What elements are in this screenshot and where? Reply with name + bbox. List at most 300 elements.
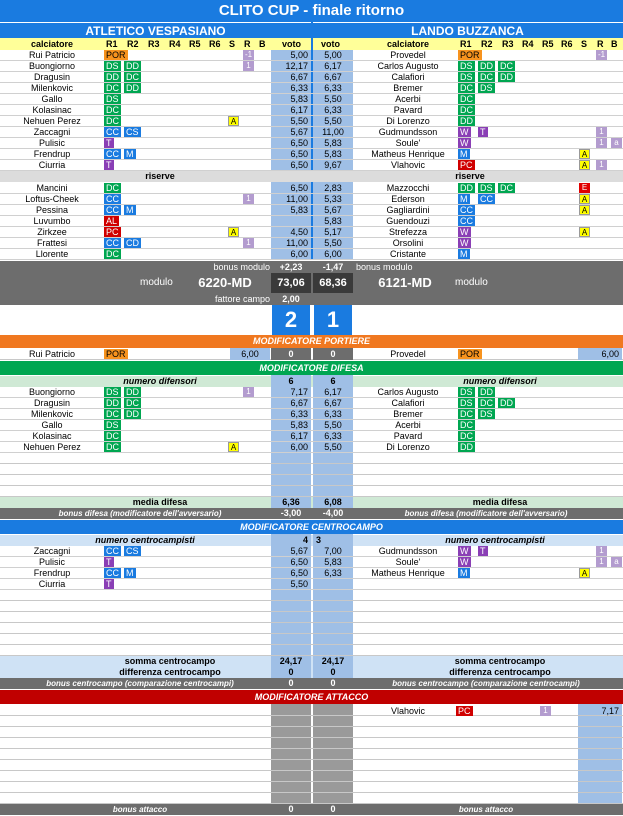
cc-num-label-right: numero centrocampisti [445,535,545,545]
player-vote: 5,50 [324,420,342,430]
bonus-badge: -1 [244,50,253,59]
status-badge: E [579,183,590,193]
cc-num-right: 3 [313,535,353,546]
role-tag: DD [126,409,139,419]
bonus-modulo-row [0,261,623,273]
bonus-badge: 1 [596,127,607,137]
player-vote: 9,67 [324,160,342,170]
role-tag: DC [460,431,473,441]
portiere-row [0,348,623,360]
player-vote: 5,33 [324,194,342,204]
player-name: Gallo [41,420,63,430]
difesa-num-label-left: numero difensori [123,376,197,386]
player-name: Guendouzi [386,216,430,226]
player-vote: 11,00 [286,238,308,248]
role-tag: T [106,160,112,170]
player-name: Carlos Augusto [377,61,439,71]
empty-row [0,727,623,738]
somma-cc-right: 24,17 [313,656,353,667]
bonus-badge: 1 [596,557,607,567]
player-name: Gudmundsson [378,127,438,137]
centrocampo-header: MODIFICATORE CENTROCAMPO [0,520,623,534]
role-tag: DS [460,61,473,71]
player-name: Ciurria [38,579,66,589]
player-name: Dragusin [33,72,71,82]
player-name: Dragusin [33,398,71,408]
role-tag: DC [480,72,493,82]
role-tag: CS [126,127,139,137]
player-row [0,227,623,238]
role-tag: DD [480,61,493,71]
player-row [0,105,623,116]
role-tag: DS [480,409,493,419]
modulo-row [0,273,623,293]
player-name: Matheus Henrique [371,568,445,578]
col-b-left: B [259,39,266,49]
role-tag: POR [106,50,126,60]
empty-row [0,771,623,782]
role-tag: M [126,568,134,578]
role-tag: M [460,149,468,159]
role-tag: DC [126,72,139,82]
fattore-campo-label: fattore campo [214,294,270,304]
player-vote: 5,83 [290,94,308,104]
player-vote: 5,83 [290,205,308,215]
role-tag: DD [106,72,119,82]
player-row [0,387,623,398]
player-name: Calafiori [391,72,425,82]
player-vote: 5,83 [324,557,342,567]
role-tag: DC [460,83,473,93]
col-r4-left: R4 [169,39,181,49]
player-name: Matheus Henrique [371,149,445,159]
role-tag: T [480,127,486,137]
role-tag: DS [106,94,119,104]
portiere-left-role: POR [106,349,126,359]
player-vote: 5,67 [290,127,308,137]
role-tag: W [460,557,469,567]
difesa-num-row [0,376,623,387]
role-tag: CS [126,546,139,556]
player-vote: 6,33 [324,431,342,441]
role-tag: M [460,249,468,259]
role-tag: CC [106,238,119,248]
somma-cc-label-right: somma centrocampo [454,656,546,666]
fattore-campo-row [0,293,623,305]
player-vote: 6,67 [324,398,342,408]
player-vote: 6,33 [324,568,342,578]
fattore-campo-value: 2,00 [282,294,300,304]
role-tag: DC [460,94,473,104]
col-r5-left: R5 [189,39,201,49]
player-vote: 6,17 [290,105,308,115]
somma-cc-row [0,656,623,667]
empty-row [0,645,623,656]
player-vote: 6,17 [290,431,308,441]
bonus-modulo-label-left: bonus modulo [213,262,270,272]
role-tag: CC [480,194,493,204]
role-tag: DC [460,409,473,419]
player-vote: 5,50 [324,94,342,104]
empty-row [0,453,623,464]
bonus-modulo-label-right: bonus modulo [356,262,413,272]
title-bar: CLITO CUP - finale ritorno [0,0,623,22]
role-tag: DC [106,249,119,259]
player-vote: 7,17 [290,387,308,397]
player-vote: 6,00 [324,249,342,259]
player-vote: 5,50 [324,442,342,452]
modulo-left: 6220-MD [198,275,252,290]
col-r4-right: R4 [522,39,534,49]
player-row [0,138,623,149]
player-name: Mancini [36,183,68,193]
role-tag: W [460,227,469,237]
diff-cc-right: 0 [313,667,353,678]
diff-cc-left: 0 [271,667,311,678]
player-row [0,194,623,205]
difesa-num-label-right: numero difensori [463,376,537,386]
bonus-cc-label-right: bonus centrocampo (comparazione centrocampi) [392,679,580,688]
player-name: Gudmundsson [378,546,438,556]
player-vote: 2,83 [324,183,342,193]
role-tag: M [126,205,134,215]
player-name: Cristante [389,249,426,259]
portiere-right-val: 6,00 [578,348,622,360]
portiere-right-name: Provedel [390,349,426,359]
role-tag: CC [106,149,119,159]
player-row [0,579,623,590]
empty-row [0,634,623,645]
bonus-attacco-label-left: bonus attacco [112,805,168,814]
role-tag: M [460,194,468,204]
player-name: Acerbi [395,94,421,104]
player-vote: 5,00 [324,50,342,60]
col-r5-right: R5 [542,39,554,49]
role-tag: DC [106,409,119,419]
role-tag: DC [106,105,119,115]
diff-cc-row [0,667,623,678]
difesa-header: MODIFICATORE DIFESA [0,361,623,375]
player-vote: 6,50 [290,149,308,159]
role-tag: DD [106,398,119,408]
empty-row [0,590,623,601]
role-tag: DD [460,116,473,126]
bonus-badge: 1 [243,238,254,248]
bonus-modulo-left: +2,23 [279,262,303,272]
status-badge: A [228,442,239,452]
player-row [0,149,623,160]
role-tag: W [460,127,469,137]
col-voto-left: voto [282,39,301,49]
empty-row [0,486,623,497]
player-vote: 5,67 [324,205,342,215]
role-tag: T [480,546,486,556]
cc-num-left: 4 [271,535,311,546]
col-r-right: R [597,39,604,49]
empty-row [0,782,623,793]
status-badge: A [579,227,590,237]
role-tag: DC [106,116,119,126]
col-r2-right: R2 [481,39,493,49]
team-right-header: LANDO BUZZANCA [312,22,623,38]
player-row [0,216,623,227]
score-row [0,305,623,335]
bonus-difesa-row [0,508,623,519]
bonus-attacco-left: 0 [288,804,294,814]
attacco-right-bonus: 1 [540,706,551,716]
col-r-left: R [244,39,251,49]
difesa-num-left: 6 [271,376,311,387]
player-vote: 5,00 [290,50,308,60]
player-name: Loftus-Cheek [25,194,79,204]
player-row [0,557,623,568]
player-vote: 6,67 [324,72,342,82]
status-badge: A [579,194,590,204]
player-name: Calafiori [391,398,425,408]
player-name: Provedel [390,50,426,60]
player-name: Pavard [393,105,423,115]
reserves-header-row [0,171,623,182]
empty-row [0,793,623,804]
role-tag: DS [460,398,473,408]
empty-row [0,464,623,475]
diff-cc-label-left: differenza centrocampo [119,667,221,677]
bonus-badge: -1 [597,50,606,59]
bonus-cc-label-left: bonus centrocampo (comparazione centrocampi) [46,679,234,688]
role-tag: DC [106,83,119,93]
player-name: Pessina [35,205,69,215]
empty-row [0,738,623,749]
role-tag: DC [480,398,493,408]
col-voto-right: voto [321,39,340,49]
player-name: Buongiorno [28,61,76,71]
role-tag: CD [126,238,139,248]
reserves-label-right: riserve [455,171,485,181]
role-tag: DC [460,105,473,115]
player-name: Ederson [391,194,425,204]
portiere-left-val: 6,00 [230,348,270,360]
player-name: Kolasinac [32,105,72,115]
player-vote: 7,00 [324,546,342,556]
attacco-right-row [0,705,623,717]
player-name: Pavard [393,431,423,441]
role-tag: DD [126,61,139,71]
player-name: Bremer [393,409,423,419]
role-tag: CC [460,216,473,226]
role-tag: DD [500,72,513,82]
player-name: Nehuen Perez [23,116,81,126]
player-name: Zaccagni [33,127,71,137]
player-name: Kolasinac [32,431,72,441]
player-vote: 6,33 [324,105,342,115]
player-name: Carlos Augusto [377,387,439,397]
empty-row [0,760,623,771]
portiere-right-mod: 0 [313,348,353,360]
role-tag: W [460,546,469,556]
player-name: Frendrup [33,568,71,578]
player-row [0,431,623,442]
player-row [0,249,623,260]
role-tag: DS [460,72,473,82]
player-name: Bremer [393,83,423,93]
bonus-difesa-right: -4,00 [322,508,344,518]
score-left: 2 [272,305,310,335]
col-r3-right: R3 [502,39,514,49]
portiere-right-role: POR [460,349,480,359]
cc-num-label-left: numero centrocampisti [95,535,195,545]
player-row [0,83,623,94]
player-vote: 5,83 [324,216,342,226]
role-tag: DD [126,387,139,397]
role-tag: DD [500,398,513,408]
player-vote: 6,00 [290,442,308,452]
player-vote: 6,50 [290,557,308,567]
extra-badge: a [611,557,622,567]
player-vote: 5,83 [290,420,308,430]
total-right: 68,36 [313,273,353,293]
role-tag: CC [106,194,119,204]
player-vote: 6,33 [324,83,342,93]
player-row [0,238,623,249]
bonus-badge: 1 [243,387,254,397]
player-name: Frattesi [36,238,67,248]
player-row [0,205,623,216]
player-row [0,61,623,72]
team-left-header: ATLETICO VESPASIANO [0,22,311,38]
role-tag: DD [460,183,473,193]
player-name: Ciurria [38,160,66,170]
player-row [0,398,623,409]
player-vote: 6,50 [290,568,308,578]
status-badge: A [228,227,239,237]
col-calciatore-left: calciatore [30,39,74,49]
role-tag: DS [480,183,493,193]
player-name: Orsolini [392,238,424,248]
status-badge: A [579,205,590,215]
player-vote: 6,50 [290,160,308,170]
role-tag: PC [460,160,473,170]
role-tag: CC [106,127,119,137]
player-row [0,183,623,194]
bonus-difesa-label-right: bonus difesa (modificatore dell'avversario) [404,509,568,518]
player-row [0,94,623,105]
score-right: 1 [314,305,352,335]
role-tag: T [106,138,112,148]
col-r3-left: R3 [148,39,160,49]
bonus-badge: 1 [243,194,254,204]
player-name: Gallo [41,94,63,104]
player-name: Zirkzee [37,227,67,237]
player-name: Zaccagni [33,546,71,556]
bonus-attacco-row [0,804,623,815]
player-name: Di Lorenzo [386,116,430,126]
player-vote: 6,17 [324,387,342,397]
bonus-modulo-right: -1,47 [322,262,344,272]
role-tag: T [106,557,112,567]
portiere-header: MODIFICATORE PORTIERE [0,335,623,348]
player-vote: 5,50 [324,116,342,126]
player-vote: 5,50 [324,238,342,248]
bonus-attacco-right: 0 [330,804,336,814]
empty-row [0,612,623,623]
media-difesa-left: 6,36 [271,497,311,508]
col-r1-left: R1 [106,39,118,49]
col-b-right: B [611,39,618,49]
role-tag: DS [460,387,473,397]
role-tag: CC [460,205,473,215]
col-r6-left: R6 [209,39,221,49]
player-row [0,50,623,61]
player-vote: 6,33 [290,83,308,93]
player-name: Mazzocchi [386,183,430,193]
player-name: Pulisic [38,557,65,567]
player-vote: 5,67 [290,546,308,556]
role-tag: DC [106,431,119,441]
attacco-right-name: Vlahovic [390,706,426,716]
player-name: Gagliardini [386,205,430,215]
player-name: Buongiorno [28,387,76,397]
player-vote: 5,83 [324,138,342,148]
attacco-header: MODIFICATORE ATTACCO [0,690,623,704]
player-name: Vlahovic [390,160,426,170]
bonus-badge: 1 [243,61,254,71]
role-tag: PC [106,227,119,237]
media-difesa-label-left: media difesa [132,497,188,507]
empty-row [0,601,623,612]
player-name: Pulisic [38,138,65,148]
player-name: Frendrup [33,149,71,159]
player-vote: 5,50 [290,579,308,589]
attacco-right-val: 7,17 [601,706,619,716]
somma-cc-left: 24,17 [271,656,311,667]
role-tag: DC [500,183,513,193]
player-row [0,127,623,138]
portiere-left-name: Rui Patricio [28,349,75,359]
role-tag: POR [460,50,480,60]
status-badge: A [579,149,590,159]
player-name: Luvumbo [33,216,71,226]
bonus-cc-right: 0 [330,678,336,688]
player-vote: 6,33 [324,409,342,419]
bonus-cc-row [0,678,623,689]
role-tag: DD [480,387,493,397]
player-name: Acerbi [395,420,421,430]
diff-cc-label-right: differenza centrocampo [449,667,551,677]
bonus-cc-left: 0 [288,678,294,688]
difesa-num-right: 6 [313,376,353,387]
modulo-label-right: modulo [455,277,488,288]
role-tag: DC [106,442,119,452]
status-badge: A [579,568,590,578]
col-s-right: S [581,39,588,49]
player-vote: 12,17 [285,61,308,71]
player-row [0,568,623,579]
col-calciatore-right: calciatore [386,39,430,49]
player-name: Milenkovic [30,409,73,419]
player-vote: 11,00 [286,194,308,204]
role-tag: DC [460,420,473,430]
player-vote: 11,00 [322,127,344,137]
role-tag: DS [480,83,493,93]
col-r6-right: R6 [561,39,573,49]
reserves-label-left: riserve [145,171,175,181]
bonus-badge: 1 [596,160,607,170]
status-badge: A [579,160,590,170]
status-badge: A [228,116,239,126]
role-tag: DD [126,83,139,93]
player-row [0,72,623,83]
col-r2-left: R2 [127,39,139,49]
